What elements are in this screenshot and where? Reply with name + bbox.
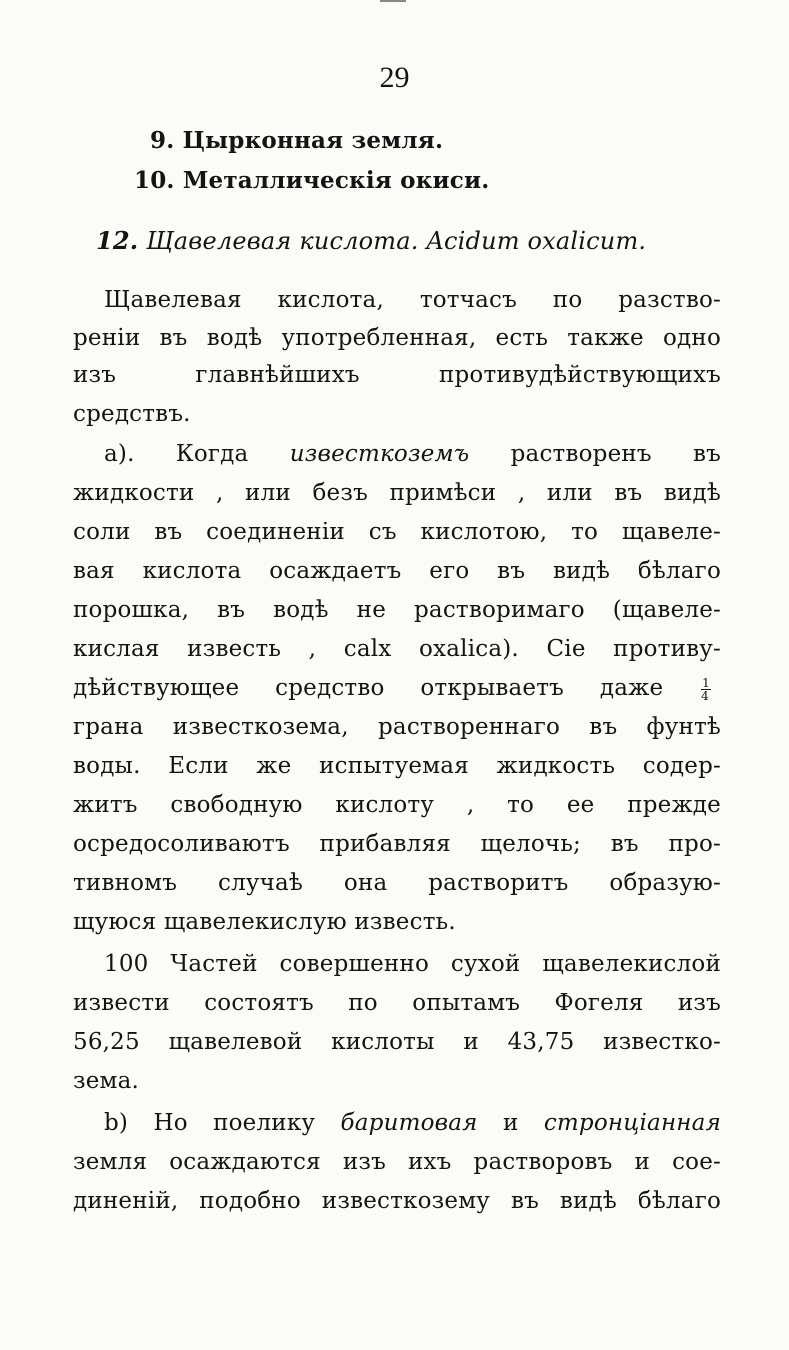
body-line: жидкости , или безъ примѣси , или въ видѣ bbox=[73, 480, 721, 506]
body-line: 100 Частей совершенно сухой щавелекислой bbox=[104, 951, 721, 977]
inline-text: растворенъ въ bbox=[510, 441, 721, 467]
list-item-9: 9. Цырконная земля. bbox=[150, 127, 444, 154]
fraction-numerator: 1 bbox=[702, 675, 710, 690]
body-line: кислая известь , calx oxalica). Сіе противу- bbox=[73, 636, 721, 662]
body-line: реніи въ водѣ употребленная, есть также одно bbox=[73, 325, 721, 351]
body-line: вая кислота осаждаетъ его въ видѣ бѣлаго bbox=[73, 558, 721, 584]
inline-text: дѣйствующее средство открываетъ даже bbox=[73, 675, 664, 701]
section-heading-title-la: Acidum oxalicum. bbox=[426, 227, 647, 255]
inline-text: b) Но поелику bbox=[104, 1110, 316, 1136]
body-line: диненій, подобно известкозему въ видѣ бѣлаго bbox=[73, 1188, 721, 1214]
section-heading-title-ru: Щавелевая кислота. bbox=[146, 227, 419, 255]
body-line: изъ главнѣйшихъ противудѣйствующихъ bbox=[73, 362, 721, 388]
body-line: Щавелевая кислота, тотчасъ по разство- bbox=[104, 287, 721, 313]
body-line: соли въ соединеніи съ кислотою, то щавеле- bbox=[73, 519, 721, 545]
body-line-b bbox=[104, 1108, 721, 1138]
fraction-denominator: 4 bbox=[701, 688, 709, 703]
body-line: тивномъ случаѣ она растворитъ образую- bbox=[73, 870, 721, 896]
body-line: средствъ. bbox=[73, 401, 191, 427]
list-item-10: 10. Металлическія окиси. bbox=[134, 167, 490, 194]
body-line: 56,25 щавелевой кислоты и 43,75 известко- bbox=[73, 1029, 721, 1055]
page-number: 29 bbox=[379, 61, 410, 94]
inline-text: а). Когда bbox=[104, 441, 249, 467]
section-heading-number: 12. bbox=[96, 226, 139, 255]
body-line: осредосоливаютъ прибавляя щелочь; въ про- bbox=[73, 831, 721, 857]
body-line-fraction bbox=[73, 673, 713, 703]
inline-italic-term: баритовая bbox=[340, 1110, 478, 1136]
body-line: щуюся щавелекислую известь. bbox=[73, 909, 456, 935]
body-line: грана известкозема, раствореннаго въ фунтѣ bbox=[73, 714, 721, 740]
body-line: земля осаждаются изъ ихъ растворовъ и сое- bbox=[73, 1149, 721, 1175]
inline-italic-term: известкоземъ bbox=[289, 441, 470, 467]
fraction bbox=[701, 677, 711, 702]
inline-text: и bbox=[502, 1110, 519, 1136]
body-line: извести состоятъ по опытамъ Фогеля изъ bbox=[73, 990, 721, 1016]
page-edge-mark bbox=[380, 0, 406, 2]
body-line: зема. bbox=[73, 1068, 140, 1094]
inline-italic-term: стронціанная bbox=[543, 1110, 721, 1136]
body-line: воды. Если же испытуемая жидкость содер- bbox=[73, 753, 721, 779]
section-heading bbox=[96, 226, 646, 256]
body-line-a bbox=[104, 439, 721, 469]
body-line: житъ свободную кислоту , то ее прежде bbox=[73, 792, 721, 818]
body-line: порошка, въ водѣ не растворимаго (щавеле- bbox=[73, 597, 721, 623]
